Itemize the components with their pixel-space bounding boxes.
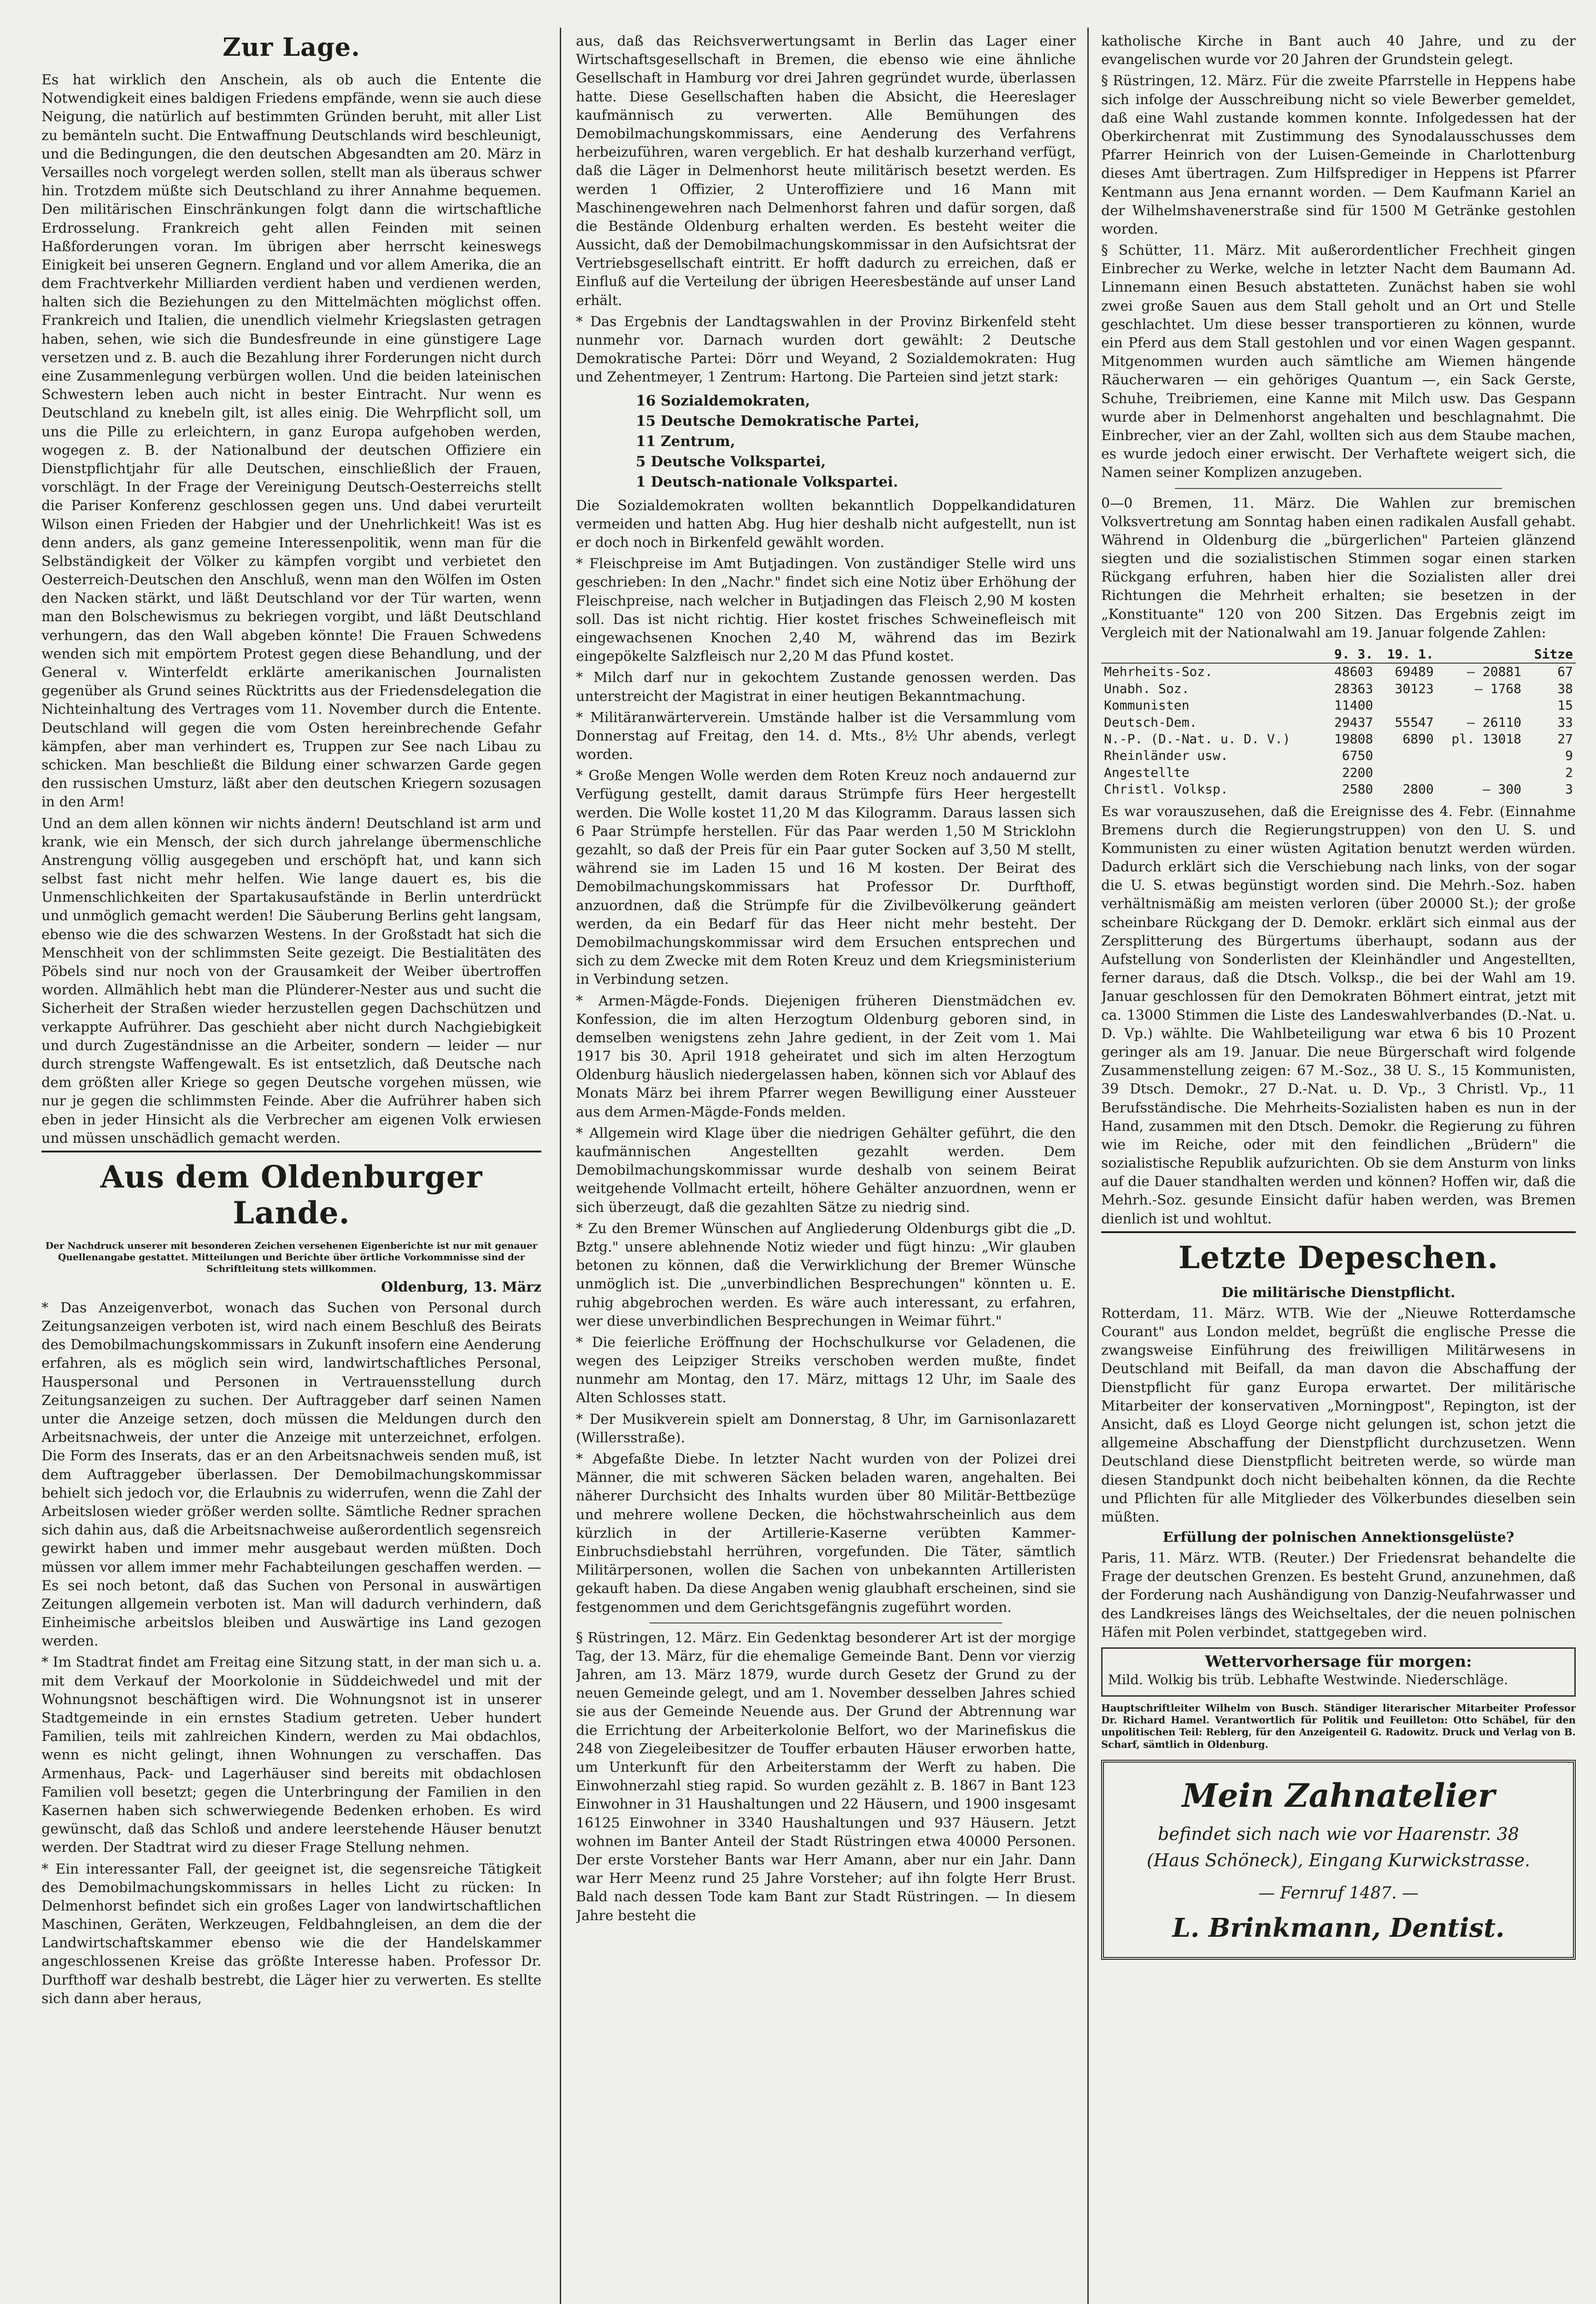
article-paragraph: § Rüstringen, 12. März. Ein Gedenktag besonderer Art ist der morgige Tag, der 13. März, für die ehemalige Gemeinde Bant. Denn vor vierzig Jahren, am 13. März 1879, wurde durch Gesetz der Grund zu der neuen Gemeinde gelegt, und am 1. November desselben Jahres schied sie aus der Gemeinde Neuende aus. Der Grund der Abtrennung war die Errichtung der Arbeiterkolonie Belfort, wo der Marinefiskus die 248 von Ziegeleibesitzer de Touffer erbauten Häuser erworben hatte, um Unterkunft für den Arbeiterstamm der Werft zu haben. Die Einwohnerzahl stieg rapid. So wurden gezählt z. B. 1867 in Bant 123 Einwohner in 31 Haushaltungen und 22 Häusern, und 1900 insgesamt 16125 Einwohner in 3340 Haushaltungen und 937 Häusern. Jetzt wohnen im Banter Anteil der Stadt Rüstringen etwa 40000 Personen. Der erste Vorsteher Bants war Herr Amann, aber nur ein Jahr. Dann war Herr Meenz rund 25 Jahre Vorsteher; auf ihn folgte Herr Brust. Bald nach dessen Tode kam Bant zur Stadt Rüstringen. — In diesem Jahre besteht die [576, 1629, 1076, 1924]
table-cell: Christl. Volksp. [1104, 782, 1228, 797]
table-row [1101, 681, 1576, 697]
column-2 [576, 32, 1076, 2304]
table-cell [1376, 764, 1437, 781]
article-paragraph: Es war vorauszusehen, daß die Ereignisse des 4. Febr. (Einnahme Bremens durch die Regierungstruppen) von den U. S. und Kommunisten zu einer wüsten Agitation benutzt werden würden. Dadurch erklärt sich die Verschiebung nach links, von der sogar die U. S. etwas begünstigt worden sind. Die Mehrh.-Soz. haben verhältnismäßig am meisten verloren (über 20000 St.); der große scheinbare Rückgang der D. Demokr. erklärt sich einmal aus der Zersplitterung des Bürgertums überhaupt, sodann aus der Aufstellung von Sonderlisten der Kleinhändler und Angestellten, ferner daraus, daß die Dtsch. Volksp., die bei der Wahl am 19. Januar geschlossen für den Demokraten Böhmert eintrat, jetzt mit ca. 13000 Stimmen die Liste des Landeswahlverbandes (D.-Nat. u. D. Vp.) wählte. Die Wahlbeteiligung war etwa 6 bis 10 Prozent geringer als am 19. Januar. Die neue Bürgerschaft wird folgende Zusammenstellung zeigen: 67 M.-Soz., 38 U. S., 15 Kommunisten, 39 Dtsch. Demokr., 27 D.-Nat. u. D. Vp., 3 Christl. Vp., 11 Berufsständische. Die Mehrheits-Sozialisten haben es nun in der Hand, zusammen mit den Dtsch. Demokr. die Regierung zu führen wie im Reiche, oder mit den feindlichen „Brüdern" die sozialistische Republik aufzurichten. Ob sie dem Ansturm von links auf die Dauer standhalten werden und können? Hoffen wir, daß die Mehrh.-Soz. gesunde Einsicht dafür haben werden, was Bremen dienlich ist und wohltut. [1101, 803, 1576, 1227]
table-cell: 48603 [1334, 664, 1373, 680]
table-cell: N.-P. (D.-Nat. u. D. V.) [1104, 731, 1291, 746]
article-paragraph: * Ein interessanter Fall, der geeignet ist, die segensreiche Tätigkeit des Demobilmachungskommissars in helles Licht zu rücken: In Delmenhorst befindet sich ein großes Lager von landwirtschaftlichen Maschinen, Geräten, Werkzeugen, Feldbahngleisen, an dem die der Landwirtschaftskammer ebenso wie die der Handelskammer angeschlossenen Kreise das größte Interesse haben. Professor Dr. Durfthoff war deshalb bestrebt, die Läger hier zu verwerten. Es stellte sich dann aber heraus, [41, 1861, 541, 2007]
table-cell: pl. 13018 [1451, 731, 1522, 746]
table-cell: — 300 [1482, 782, 1522, 797]
table-cell: Mehrheits-Soz. [1104, 664, 1213, 680]
dentist-advertisement [1101, 1760, 1576, 1960]
ad-address-detail: (Haus Schöneck), Eingang Kurwickstrasse. [1146, 1850, 1531, 1870]
table-row [1101, 764, 1576, 781]
ad-title: Mein Zahnatelier [1182, 1776, 1495, 1815]
article-paragraph: * Große Mengen Wolle werden dem Roten Kreuz noch andauernd zur Verfügung gestellt, damit daraus Strümpfe fürs Heer hergestellt werden. Die Wolle kostet 11,20 M das Kilogramm. Daraus lassen sich 6 Paar Strümpfe herstellen. Für das Paar werden 1,50 M Stricklohn gezahlt, so daß der Preis für ein Paar guter Socken auf 3,50 M stellt, während sie im Laden 15 und 16 M kosten. Der Beirat des Demobilmachungskommissars hat Professor Dr. Durfthoff, anzuordnen, daß die Strümpfe für die Zivilbevölkerung geändert werden, da ein Bedarf für das Heer nicht mehr besteht. Der Demobilmachungskommissar wird dem Ersuchen entsprechen und sich zu dem Zwecke mit dem Roten Kreuz und dem Kriegsministerium in Verbindung setzen. [576, 768, 1076, 988]
ad-name: L. Brinkmann, Dentist. [1172, 1912, 1505, 1943]
subheading: Die militärische Dienstpflicht. [1221, 1284, 1455, 1301]
result-line: 11 Zentrum, [636, 433, 735, 450]
weather-text: Mild. Wolkig bis trüb. Lebhafte Westwinde. Niederschläge. [1108, 1672, 1508, 1688]
table-cell: Kommunisten [1104, 698, 1190, 713]
table-row [1101, 663, 1576, 680]
ad-phone: — Fernruf 1487. — [1258, 1883, 1419, 1903]
article-paragraph: * Milch darf nur in gekochtem Zustande genossen werden. Das unterstreicht der Magistrat in einer heutigen Bekanntmachung. [576, 670, 1076, 705]
table-cell: 69489 [1395, 664, 1434, 680]
article-paragraph: * Abgefaßte Diebe. In letzter Nacht wurden von der Polizei drei Männer, die mit schweren Säcken beladen waren, angehalten. Bei näherer Durchsicht des Inhalts wurden über 80 Militär-Bettbezüge und mehrere wollene Decken, die höchstwahrscheinlich aus dem kürzlich in der Artillerie-Kaserne verübten Kammer-Einbruchsdiebstahl herrühren, vorgefunden. Die Täter, sämtlich Militärpersonen, wollen die Sachen von unbekannten Artilleristen gekauft haben. Da diese Angaben wenig glaubhaft erscheinen, sind sie festgenommen und dem Gerichtsgefängnis zugeführt worden. [576, 1451, 1076, 1616]
table-header-cell: 19. 1. [1376, 646, 1437, 663]
table-row [1101, 697, 1576, 714]
table-cell [1376, 697, 1437, 714]
table-row [1101, 781, 1576, 798]
table-cell: 3 [1565, 782, 1573, 797]
article-paragraph: § Rüstringen, 12. März. Für die zweite Pfarrstelle in Heppens habe sich infolge der Ausschreibung nicht so viele Bewerber gemeldet, daß eine Wahl zustande kommen konnte. Infolgedessen hat der Oberkirchenrat mit Zustimmung des Synodalausschusses dem Pfarrer Heinrich von der Luisen-Gemeinde in Charlottenburg dieses Amt übertragen. Zum Hilfsprediger in Heppens ist Pfarrer Kentmann aus Jena ernannt worden. — Dem Kaufmann Kariel an der Wilhelmshavenerstraße sind für 1500 M Getränke gestohlen worden. [1101, 73, 1576, 237]
article-paragraph: * Allgemein wird Klage über die niedrigen Gehälter geführt, die den kaufmännischen Angestellten gezahlt werden. Dem Demobilmachungskommissar wurde deshalb von seinem Beirat weitgehende Vollmacht erteilt, höhere Gehälter anzuordnen, wenn er sich überzeugt, daß die gezahlten Sätze zu niedrig sind. [576, 1125, 1076, 1216]
article-paragraph: * Die feierliche Eröffnung der Hochschulkurse vor Geladenen, die wegen des Leipziger Streiks verschoben werden mußte, findet nunmehr am Montag, den 17. März, mittags 12 Uhr, im Saale des Alten Schlosses statt. [576, 1334, 1076, 1406]
article-paragraph: Es hat wirklich den Anschein, als ob auch die Entente die Notwendigkeit eines baldigen Friedens empfände, wenn sie auch diese Neigung, die natürlich auf bestimmten Gründen beruht, mit aller List zu bemänteln sucht. Die Entwaffnung Deutschlands wird beschleunigt, und die Bedingungen, die den deutschen Abgesandten am 20. März in Versailles noch vorgelegt werden sollen, stellt man als überaus schwer hin. Trotzdem müßte sich Deutschland zu ihrer Annahme bequemen. Den militärischen Einschränkungen folgt dann die wirtschaftliche Erdrosselung. Frankreich geht allen Feinden mit seinen Haßforderungen voran. Im übrigen aber herrscht keineswegs Einigkeit bei unseren Gegnern. England und vor allem Amerika, die an dem Frachtverkehr Milliarden verdient haben und verdienen werden, halten sich die Beziehungen zu den Mittelmächten möglichst offen. Frankreich und Italien, die unendlich vielmehr Kriegslasten getragen haben, sehen, wie sich die Bundesfreunde in eine günstigere Lage versetzen und z. B. auch die Bezahlung ihrer Forderungen nicht durch eine Zusammenlegung verbürgen wollen. Und die beiden lateinischen Schwestern leben auch nicht in bester Eintracht. Nur wenn es Deutschland zu knebeln gilt, ist alles einig. Die Wehrpflicht soll, um uns die Pille zu erleichtern, in ganz Europa aufgehoben werden, wogegen z. B. der Nationalbund der deutschen Offiziere ein Dienstpflichtjahr für alle Deutschen, einschließlich der Frauen, vorschlägt. In der Frage der Vereinigung Deutsch-Oesterreichs stellt die Pariser Konferenz geschlossen gegen uns. Und dabei verurteilt Wilson einen Frieden der Habgier und der Unehrlichkeit! Was ist es denn anders, als ganz gemeine Interessenpolitik, wenn man für die Selbständigkeit der Völker zu kämpfen vorgibt und verbietet den Oesterreich-Deutschen den Anschluß, wenn man den Wölfen im Osten den Nacken stärkt, und läßt Deutschland vor der Tür warten, wenn man den Bolschewismus zu bekriegen vorgibt, und läßt Deutschland verhungern, das den Wall abgeben könnte! Die Frauen Schwedens wenden sich mit empörtem Protest gegen diese Behandlung, und der General v. Winterfeldt erklärte amerikanischen Journalisten gegenüber als Grund seines Rücktritts aus der Friedensdelegation die Nichteinhaltung des Vertrages vom 11. November durch die Entente. Deutschland will gegen die vom Osten hereinbrechende Gefahr kämpfen, aber man verhindert es, Truppen zur See nach Libau zu schicken. Man beschließt die Bildung einer schwarzen Garde gegen den russischen Umsturz, läßt aber den deutschen Kriegern sozusagen in den Arm! [41, 72, 541, 811]
article-paragraph: Paris, 11. März. WTB. (Reuter.) Der Friedensrat behandelte die Frage der deutschen Grenzen. Es besteht Grund, anzunehmen, daß der Forderung nach Aushändigung von Danzig-Neufahrwasser und des Landkreises längs des Weichseltales, der die neuen polnischen Häfen mit Polen verbindet, stattgegeben wird. [1101, 1550, 1576, 1640]
article-paragraph: Rotterdam, 11. März. WTB. Wie der „Nieuwe Rotterdamsche Courant" aus London meldet, begrüßt die englische Presse die zwangsweise Einführung des freiwilligen Militärwesens in Deutschland mit Beifall, da man davon die Abschaffung der Dienstpflicht für ganz Europa erwartet. Der militärische Mitarbeiter der konservativen „Morningpost", Repington, ist der Ansicht, daß es Lloyd George nicht gelungen ist, schon jetzt die allgemeine Abschaffung der Dienstpflicht durchzusetzen. Wenn Deutschland diese Dienstpflicht beitreten werde, so würde man diesen Standpunkt doch nicht beibehalten können, da die Rechte und Pflichten für alle Mitglieder des Völkerbundes dieselben sein müßten. [1101, 1305, 1576, 1525]
depeschen-heading: Letzte Depeschen. [1101, 1231, 1576, 1275]
table-body [1101, 663, 1576, 798]
table-header-cell: 9. 3. [1324, 646, 1376, 663]
article-paragraph: * Zu den Bremer Wünschen auf Angliederung Oldenburgs gibt die „D. Bztg." unsere ablehnende Notiz wieder und fügt hinzu: „Wir glauben betonen zu können, daß die Verwirklichung der Bremer Wünsche unmöglich ist. Die „unverbindlichen Besprechungen" könnten u. E. ruhig abgebrochen werden. Es wäre auch interessant, zu erfahren, wer diese unverbindlichen Besprechungen in Weimar führt." [576, 1220, 1076, 1329]
article-paragraph: * Der Musikverein spielt am Donnerstag, 8 Uhr, im Garnisonlazarett (Willersstraße). [576, 1411, 1076, 1446]
table-cell: 29437 [1334, 714, 1373, 730]
article-paragraph: aus, daß das Reichsverwertungsamt in Berlin das Lager einer Wirtschaftsgesellschaft in Bremen, die ebenso wie eine ähnliche Gesellschaft in Hamburg vor drei Jahren gegründet wurde, überlassen hatte. Diese Gesellschaften haben die Absicht, die Heereslager kaufmännisch zu verwerten. Alle Bemühungen des Demobilmachungskommissars, eine Aenderung des Verfahrens herbeizuführen, waren vergeblich. Er hat deshalb kurzerhand verfügt, daß die Läger in Delmenhorst heute militärisch besetzt werden. Es werden 1 Offizier, 2 Unteroffiziere und 16 Mann mit Maschinengewehren nach Delmenhorst fahren und dafür sorgen, daß die Bestände Oldenburg erhalten werden. Es besteht weiter die Aussicht, daß der Demobilmachungskommissar in den Aufsichtsrat der Vertriebsgesellschaft eintritt. Er hofft dadurch zu erreichen, daß er Einfluß auf die Verteilung der übrigen Heeresbestände auf unser Land erhält. [576, 33, 1076, 309]
article-paragraph: * Das Anzeigenverbot, wonach das Suchen von Personal durch Zeitungsanzeigen verboten ist, wird nach einem Beschluß des Beirats des Demobilmachungskommissars in Zukunft insofern eine Aenderung erfahren, als es möglich sein wird, landwirtschaftliches Personal, Hauspersonal und Personen in Vertrauensstellung durch Zeitungsanzeigen zu suchen. Der Auftraggeber darf seinen Namen unter die Anzeige setzen, doch müssen die Meldungen durch den Arbeitsnachweis, der unter die Anzeige mit unterzeichnet, erfolgen. Die Form des Inserats, das er an den Arbeitsnachweis senden muß, ist dem Auftraggeber überlassen. Der Demobilmachungskommissar behielt sich jedoch vor, die Erlaubnis zu widerrufen, wenn die Zahl der Arbeitslosen wieder größer werden sollte. Sämtliche Redner sprachen sich dahin aus, daß die Arbeitsnachweise außerordentlich segensreich gewirkt haben und immer mehr ausgebaut werden müßten. Doch müssen vor allem immer mehr Fachabteilungen geschaffen werden. — Es sei noch betont, daß das Suchen von Personal in auswärtigen Zeitungen allgemein verboten ist. Man will dadurch verhindern, daß Einheimische arbeitslos bleiben und Auswärtige ins Land gezogen werden. [41, 1299, 541, 1650]
column-rule [1087, 28, 1089, 2304]
article-paragraph: * Militäranwärterverein. Umstände halber ist die Versammlung vom Donnerstag auf Freitag, den 14. d. Mts., 8½ Uhr abends, verlegt worden. [576, 709, 1076, 763]
table-cell [1437, 747, 1524, 764]
column-1 [41, 32, 541, 2304]
article-paragraph: * Im Stadtrat findet am Freitag eine Sitzung statt, in der man sich u. a. mit dem Verkauf der Moorkolonie in Süddeichwedel und mit der Wohnungsnot beschäftigen wird. Die Wohnungsnot ist in unserer Stadtgemeinde in ein ernstes Stadium getreten. Ueber hundert Familien, teils mit zahlreichen Kindern, werden zu Mai obdachlos, wenn es nicht gelingt, ihnen Wohnungen zu verschaffen. Das Armenhaus, Pack- und Lagerhäuser sind bereits mit obdachlosen Familien voll besetzt; gegen die Unterbringung der Familien in den Kasernen haben sich schwerwiegende Bedenken erhoben. Es wird gewünscht, daß das Schloß und andere leerstehende Häuser benutzt werden. Der Stadtrat wird zu dieser Frage Stellung nehmen. [41, 1654, 541, 1856]
article-paragraph: * Fleischpreise im Amt Butjadingen. Von zuständiger Stelle wird uns geschrieben: In den „Nachr." findet sich eine Notiz über Erhöhung der Fleischpreise, nach welcher in Butjadingen das Fleisch 2,90 M kosten soll. Das ist nicht richtig. Hier kostet frisches Schweinefleisch mit eingewachsenen Knochen 2,40 M, während das im Bezirk eingepökelte Salzfleisch nur 2,20 M das Pfund kostet. [576, 556, 1076, 665]
table-cell: 55547 [1395, 714, 1434, 730]
table-cell [1376, 747, 1437, 764]
result-line: 15 Deutsche Demokratische Partei, [636, 412, 920, 429]
article-paragraph: 0—0 Bremen, 11. März. Die Wahlen zur bremischen Volksvertretung am Sonntag haben einen radikalen Ausfall gehabt. Während in Oldenburg die „bürgerlichen" Parteien glänzend siegten und die sozialistischen Stimmen sogar einen starken Rückgang erfuhren, haben hier die Sozialisten aller drei Richtungen die Mehrheit erhalten; sie besetzen in der „Konstituante" 120 von 200 Sitzen. Das Ergebnis zeigt im Vergleich mit der Nationalwahl am 19. Januar folgende Zahlen: [1101, 495, 1576, 641]
table-cell: 15 [1557, 698, 1573, 713]
dateline: Oldenburg, 13. März [381, 1279, 541, 1295]
result-line: 16 Sozialdemokraten, [636, 392, 810, 409]
table-cell: 6750 [1342, 748, 1373, 764]
column-rule [560, 28, 561, 2304]
table-cell: 19808 [1334, 731, 1373, 746]
reprint-note: Der Nachdruck unserer mit besonderen Zeichen versehenen Eigenberichte ist nur mit genauer Quellenangabe gestattet. Mitteilungen und Berichte über örtliche Vorkommnisse sind der Schriftleitung stets willkommen. [45, 1240, 538, 1274]
table-cell: — 26110 [1467, 714, 1522, 730]
article-paragraph: § Schütter, 11. März. Mit außerordentlicher Frechheit gingen Einbrecher zu Werke, welche in letzter Nacht dem Baumann Ad. Linnemann einen Besuch abstatteten. Zunächst haben sie wohl zwei große Sauen aus dem Stall geholt und an Ort und Stelle geschlachtet. Um diese besser transportieren zu können, wurde ein Pferd aus dem Stall gestohlen und vor einen Wagen gespannt. Mitgenommen wurden auch sämtliche am Wiemen hängende Räucherwaren — ein gehöriges Quantum —, ein Sack Gerste, Schuhe, Treibriemen, eine Kanne mit Milch usw. Das Gespann wurde aber in Delmenhorst angehalten und beschlagnahmt. Die Einbrecher, vier an der Zahl, wollten sich aus dem Staube machen, es wurde jedoch einer erwischt. Der Verhaftete weigert sich, die Namen seiner Komplizen anzugeben. [1101, 242, 1576, 481]
article-paragraph: katholische Kirche in Bant auch 40 Jahre, und zu der evangelischen wurde vor 20 Jahren der Grundstein gelegt. [1101, 33, 1576, 68]
table-cell: 33 [1557, 714, 1573, 730]
result-line: 5 Deutsche Volkspartei, [636, 453, 826, 470]
article-paragraph: * Armen-Mägde-Fonds. Diejenigen früheren Dienstmädchen ev. Konfession, die im alten Herzogtum Oldenburg geboren sind, in demselben wenigstens zehn Jahre gedient, in der Zeit vom 1. Mai 1917 bis 30. April 1918 geheiratet und sich im alten Herzogtum Oldenburg häuslich niedergelassen haben, können sich vor Ablauf des Monats März bei ihrem Pfarrer wegen Bewilligung einer Aussteuer aus dem Armen-Mägde-Fonds melden. [576, 993, 1076, 1120]
subheading: Erfüllung der polnischen Annektionsgelüste? [1162, 1529, 1514, 1546]
table-row [1101, 731, 1576, 747]
table-cell: 30123 [1395, 681, 1434, 696]
table-cell: 2200 [1342, 764, 1373, 780]
oldenburg-heading: Aus dem Oldenburger Lande. [41, 1151, 541, 1231]
table-cell: 2580 [1342, 782, 1373, 797]
lage-heading: Zur Lage. [223, 32, 360, 62]
table-cell [1437, 764, 1524, 781]
article-paragraph: Die Sozialdemokraten wollten bekanntlich Doppelkandidaturen vermeiden und hatten Abg. Hug hier deshalb nicht aufgestellt, nun ist er doch noch in Birkenfeld gewählt worden. [576, 497, 1076, 551]
table-row [1101, 714, 1576, 731]
table-cell: 9 [1565, 748, 1573, 764]
election-table [1101, 646, 1576, 798]
weather-box [1101, 1647, 1576, 1697]
table-header-cell: Sitze [1524, 646, 1576, 663]
table-cell: 11400 [1334, 698, 1373, 713]
table-cell [1437, 697, 1524, 714]
table-cell: Unabh. Soz. [1104, 681, 1190, 696]
section-divider [650, 1622, 1002, 1623]
table-cell: 67 [1557, 664, 1573, 680]
column-3 [1101, 32, 1576, 2304]
table-cell: 2800 [1402, 782, 1434, 797]
table-cell: 28363 [1334, 681, 1373, 696]
section-divider [1175, 488, 1502, 489]
table-header-cell [1437, 646, 1524, 663]
table-cell: — 20881 [1467, 664, 1522, 680]
table-cell: Rheinländer usw. [1104, 748, 1228, 764]
election-results-list [636, 391, 1076, 492]
article-paragraph: * Das Ergebnis der Landtagswahlen in der Provinz Birkenfeld steht nunmehr vor. Darnach wurden dort gewählt: 2 Deutsche Demokratische Partei: Dörr und Weyand, 2 Sozialdemokraten: Hug und Zehentmeyer, 1 Zentrum: Hartong. Die Parteien sind jetzt stark: [576, 313, 1076, 386]
table-cell: 38 [1557, 681, 1573, 696]
table-header-cell [1101, 646, 1324, 663]
table-cell: 6890 [1402, 731, 1434, 746]
table-cell: Deutsch-Dem. [1104, 714, 1197, 730]
ad-address: befindet sich nach wie vor Haarenstr. 38 [1158, 1823, 1519, 1844]
imprint: Hauptschriftleiter Wilhelm von Busch. Ständiger literarischer Mitarbeiter Professor Dr. Richard Hamel. Verantwortlich für Politik und Feuilleton: Otto Schäbel, für den unpolitischen Teil: Reblerg, für den Anzeigenteil G. Radowitz. Druck und Verlag von B. Scharf, sämtlich in Oldenburg. [1101, 1702, 1576, 1750]
table-cell: — 1768 [1474, 681, 1522, 696]
table-cell: 27 [1557, 731, 1573, 746]
table-cell: Angestellte [1104, 764, 1190, 780]
table-header-row [1101, 646, 1576, 663]
article-paragraph: Und an dem allen können wir nichts ändern! Deutschland ist arm und krank, wie ein Mensch, der sich durch jahrelange übermenschliche Anstrengung völlig ausgegeben und erschöpft hat, und kann sich selbst fast nicht mehr helfen. Wie lange dauert es, bis die Unmenschlichkeiten der Spartakusaufstände in Berlin unterdrückt und unmöglich gemacht werden! Die Säuberung Berlins geht langsam, ebenso wie die des schwarzen Westens. In der Großstadt hat sich die Menschheit von der schlimmsten Seite gezeigt. Die Bestialitäten des Pöbels sind nur noch von der Grausamkeit der Weiber übertroffen worden. Allmählich hebt man die Plünderer-Nester aus und sucht die Sicherheit der Straßen wieder herzustellen gegen Dachschützen und verkappte Aufrührer. Das geschieht aber nicht durch Nachgiebigkeit und durch Zugeständnisse an die Arbeiter, sondern — leider — nur durch strengste Waffengewalt. Es ist entsetzlich, daß Deutsche nach dem größten aller Kriege so gegen Deutsche vorgehen müssen, wie nur je gegen die schlimmsten Feinde. Aber die Aufrührer haben sich eben in jeder Hinsicht als die Verbrecher am eigenen Volk erwiesen und müssen unschädlich gemacht werden. [41, 815, 541, 1146]
table-row [1101, 747, 1576, 764]
table-cell: 2 [1565, 764, 1573, 780]
result-line: 1 Deutsch-nationale Volkspartei. [636, 473, 898, 490]
weather-title: Wettervorhersage für morgen: [1205, 1652, 1472, 1671]
